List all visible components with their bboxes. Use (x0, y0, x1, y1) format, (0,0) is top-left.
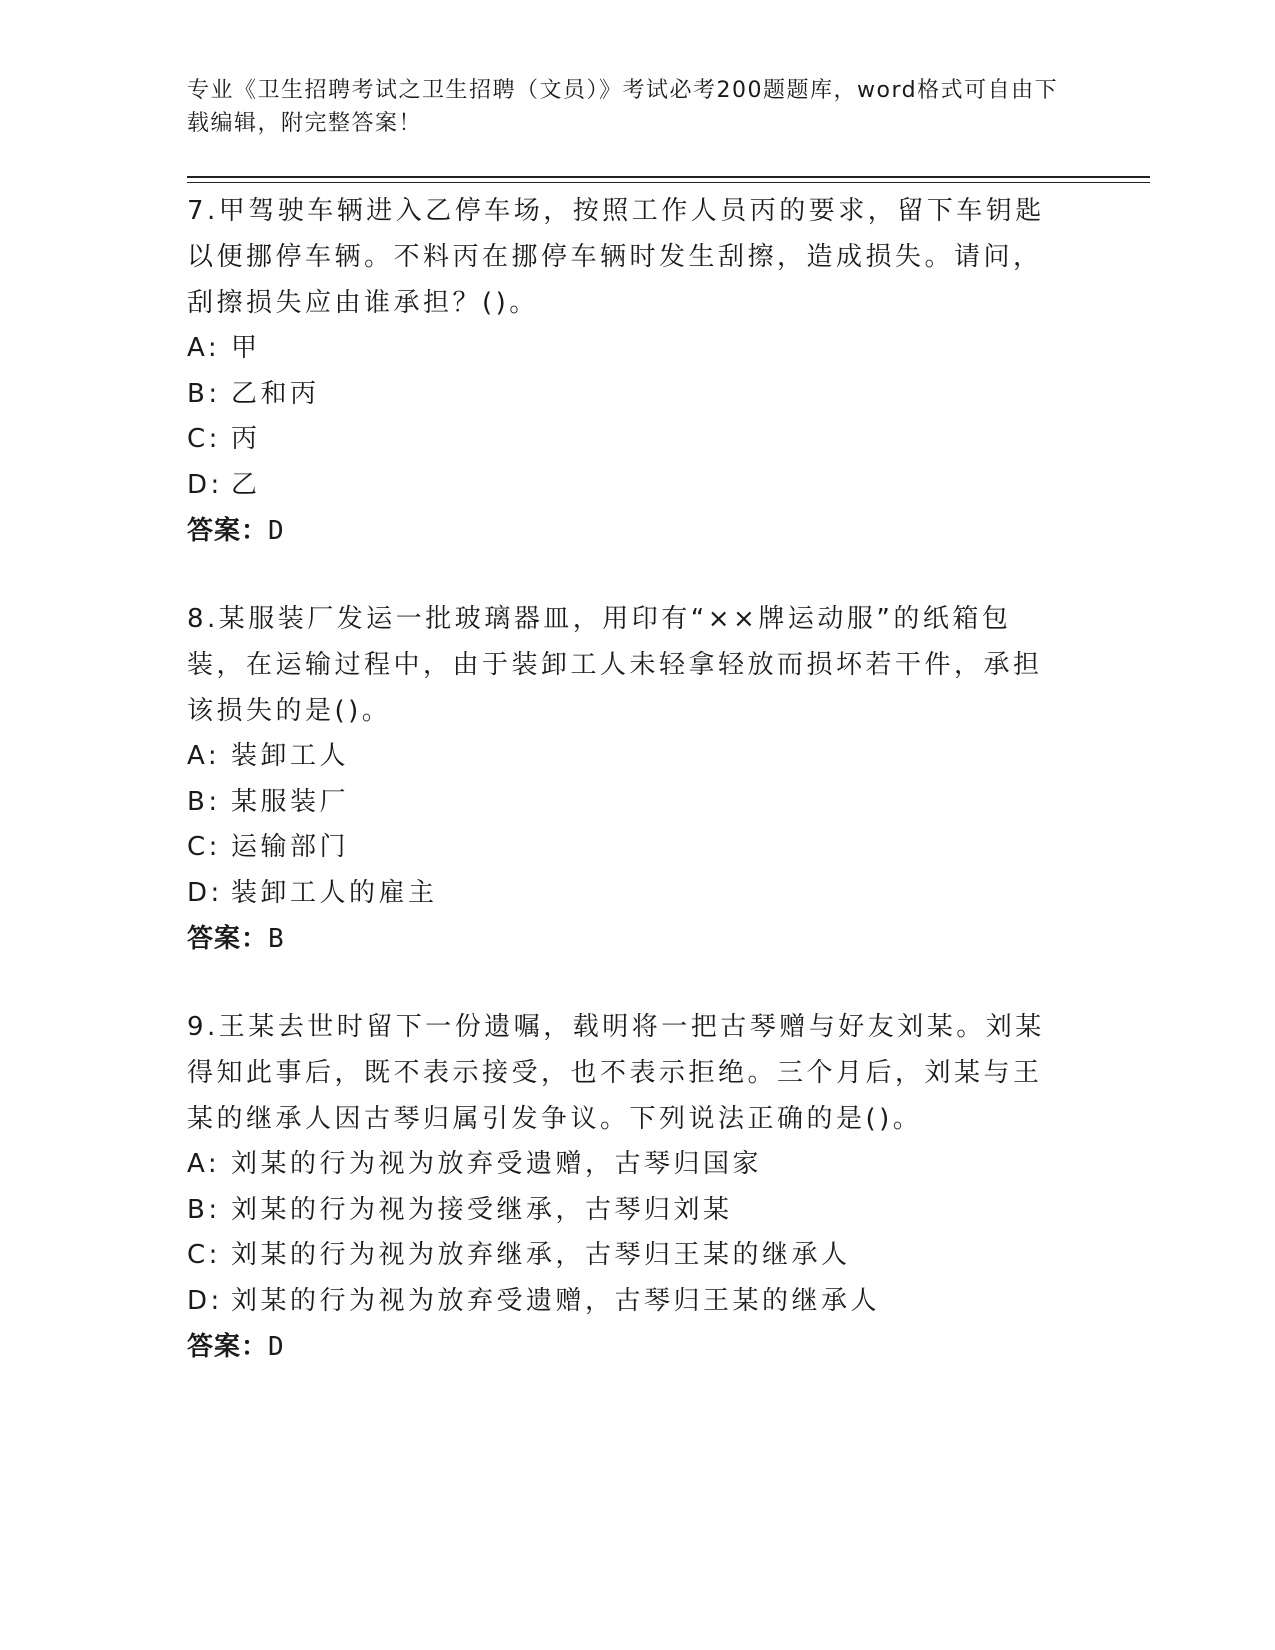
option-b (187, 1188, 1067, 1234)
answer-line (187, 508, 1067, 554)
option-label: B: (187, 378, 221, 409)
answer-value: D (268, 1332, 285, 1362)
option-d (187, 871, 1067, 917)
option-c (187, 417, 1067, 463)
question-text: 8.某服装厂发运一批玻璃器皿，用印有“××牌运动服”的纸箱包装，在运输过程中，由于装卸工人未轻拿轻放而损坏若干件，承担该损失的是()。 (187, 604, 1043, 726)
option-b (187, 372, 1067, 418)
option-a (187, 326, 1067, 372)
option-a (187, 1142, 1067, 1188)
option-label: C: (187, 424, 221, 454)
option-d (187, 463, 1067, 509)
option-text: 运输部门 (231, 832, 350, 862)
option-label: D: (187, 469, 223, 500)
answer-value: D (268, 516, 285, 546)
option-text: 刘某的行为视为接受继承，古琴归刘某 (231, 1194, 733, 1225)
option-a (187, 734, 1067, 780)
question-text: 7.甲驾驶车辆进入乙停车场，按照工作人员丙的要求，留下车钥匙以便挪停车辆。不料丙在挪停车辆时发生刮擦，造成损失。请问，刮擦损失应由谁承担？()。 (187, 196, 1045, 318)
answer-label: 答案： (187, 1332, 269, 1362)
option-text: 某服装厂 (231, 786, 350, 817)
question-text: 9.王某去世时留下一份遗嘱，载明将一把古琴赠与好友刘某。刘某得知此事后，既不表示接受，也不表示拒绝。三个月后，刘某与王某的继承人因古琴归属引发争议。下列说法正确的是()。 (187, 1012, 1045, 1134)
option-text: 刘某的行为视为放弃继承，古琴归王某的继承人 (231, 1240, 851, 1270)
option-text: 装卸工人 (231, 741, 350, 771)
option-d (187, 1279, 1067, 1325)
answer-line (187, 1324, 1067, 1370)
option-text: 刘某的行为视为放弃受遗赠，古琴归国家 (231, 1149, 763, 1179)
option-label: D: (187, 1285, 223, 1316)
option-label: A: (187, 741, 221, 771)
question-7 (187, 188, 1067, 554)
answer-line (187, 916, 1067, 962)
option-b (187, 780, 1067, 826)
document-header: 专业《卫生招聘考试之卫生招聘（文员）》考试必考200题题库，word格式可自由下载编辑，附完整答案！ (187, 78, 1059, 136)
option-label: C: (187, 832, 221, 862)
option-text: 丙 (231, 424, 261, 454)
option-label: D: (187, 877, 223, 908)
question-list (187, 188, 1067, 1412)
option-label: C: (187, 1240, 221, 1270)
option-text: 装卸工人的雇主 (231, 877, 438, 908)
question-8 (187, 596, 1067, 962)
option-label: B: (187, 786, 221, 817)
option-c (187, 825, 1067, 871)
header-rule-thick (187, 176, 1150, 178)
option-text: 乙和丙 (231, 378, 320, 409)
header-rule-thin (187, 182, 1150, 183)
option-text: 甲 (231, 333, 261, 363)
question-9 (187, 1004, 1067, 1370)
option-label: A: (187, 333, 221, 363)
option-label: A: (187, 1149, 221, 1179)
option-text: 乙 (231, 469, 261, 500)
answer-value: B (268, 924, 285, 954)
option-c (187, 1233, 1067, 1279)
option-label: B: (187, 1194, 221, 1225)
option-text: 刘某的行为视为放弃受遗赠，古琴归王某的继承人 (231, 1285, 881, 1316)
answer-label: 答案： (187, 516, 269, 546)
answer-label: 答案： (187, 924, 269, 954)
